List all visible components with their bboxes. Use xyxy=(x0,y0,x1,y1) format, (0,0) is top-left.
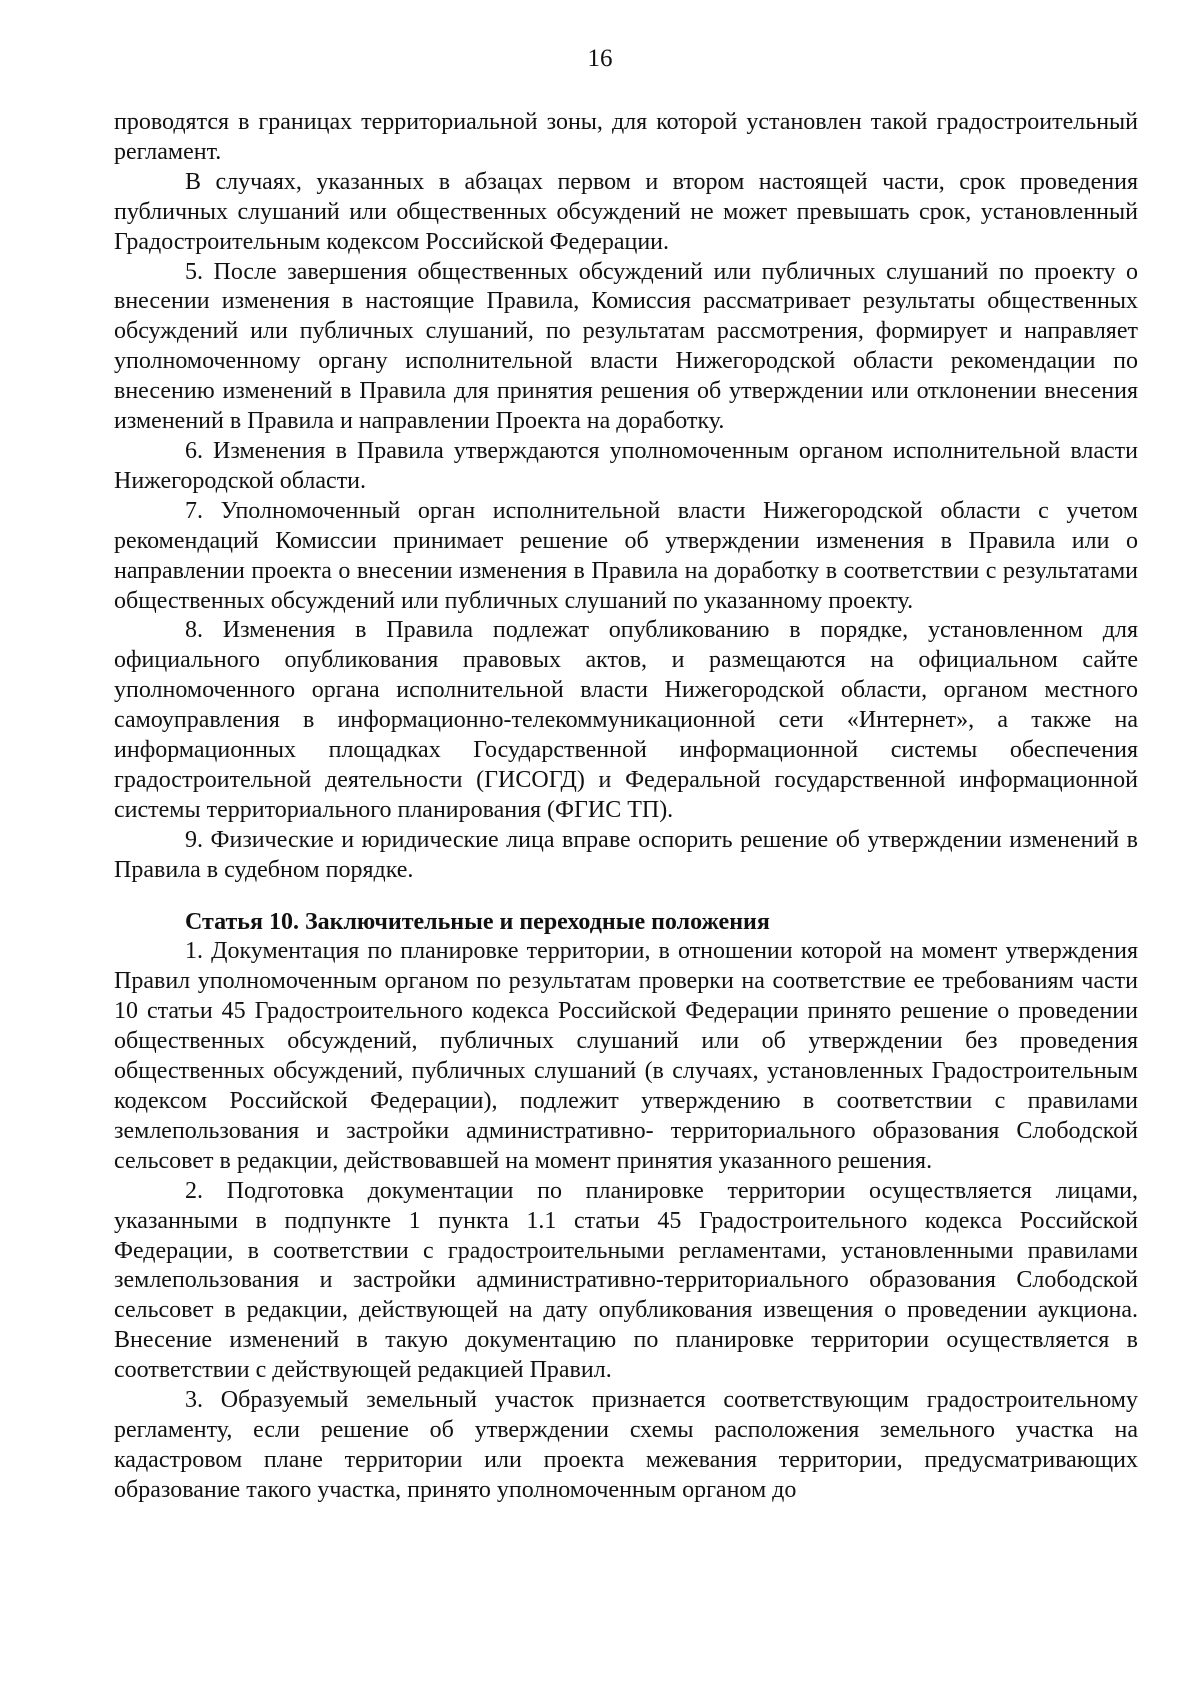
paragraph-item-7: 7. Уполномоченный орган исполнительной власти Нижегородской области с учетом рекомендаций Комиссии принимает решение об утверждении изменения в Правила или о направлении проекта о внесении изменения в Правила на доработку в соответствии с результатами общественных обсуждений или публичных слушаний по указанному проекту. xyxy=(114,497,1138,614)
page-number: 16 xyxy=(587,45,613,72)
paragraph-hearings-term: В случаях, указанных в абзацах первом и втором настоящей части, срок проведения публичных слушаний или общественных обсуждений не может превышать срок, установленный Градостроительным кодексом Российской Федерации. xyxy=(114,168,1138,255)
paragraph-article10-item-1: 1. Документация по планировке территории, в отношении которой на момент утверждения Правил уполномоченным органом по результатам проверки на соответствие ее требованиям части 10 статьи 45 Градостроительного кодекса Российской Федерации принято решение о проведении общественных обсуждений, публичных слушаний или об утверждении без проведения общественных обсуждений, публичных слушаний (в случаях, установленных Градостроительным кодексом Российской Федерации), подлежит утверждению в соответствии с правилами землепользования и застройки административно- территориального образования Слободской сельсовет в редакции, действовавшей на момент принятия указанного решения. xyxy=(114,938,1138,1174)
paragraph-item-6: 6. Изменения в Правила утверждаются уполномоченным органом исполнительной власти Нижегородской области. xyxy=(114,437,1138,494)
paragraph-item-9: 9. Физические и юридические лица вправе оспорить решение об утверждении изменений в Правила в судебном порядке. xyxy=(114,826,1138,883)
article-heading: Статья 10. Заключительные и переходные положения xyxy=(185,908,770,935)
paragraph-continuation: проводятся в границах территориальной зоны, для которой установлен такой градостроительный регламент. xyxy=(114,109,1138,165)
paragraph-item-8: 8. Изменения в Правила подлежат опубликованию в порядке, установленном для официального опубликования правовых актов, и размещаются на официальном сайте уполномоченного органа исполнительной власти Нижегородской области, органом местного самоуправления в информационно-телекоммуникационной сети «Интернет», а также на информационных площадках Государственной информационной системы обеспечения градостроительной деятельности (ГИСОГД) и Федеральной государственной информационной системы территориального планирования (ФГИС ТП). xyxy=(114,617,1138,823)
document-body xyxy=(114,108,1138,1506)
paragraph-item-5: 5. После завершения общественных обсуждений или публичных слушаний по проекту о внесении изменения в настоящие Правила, Комиссия рассматривает результаты общественных обсуждений или публичных слушаний, по результатам рассмотрения, формирует и направляет уполномоченному органу исполнительной власти Нижегородской области рекомендации по внесению изменений в Правила для принятия решения об утверждении или отклонении внесения изменений в Правила и направлении Проекта на доработку. xyxy=(114,258,1138,435)
paragraph-article10-item-3: 3. Образуемый земельный участок признается соответствующим градостроительному регламенту, если решение об утверждении схемы расположения земельного участка на кадастровом плане территории или проекта межевания территории, предусматривающих образование такого участка, принято уполномоченным органом до xyxy=(114,1387,1138,1503)
paragraph-article10-item-2: 2. Подготовка документации по планировке территории осуществляется лицами, указанными в подпункте 1 пункта 1.1 статьи 45 Градостроительного кодекса Российской Федерации, в соответствии с градостроительными регламентами, установленными правилами землепользования и застройки административно-территориального образования Слободской сельсовет в редакции, действующей на дату опубликования извещения о проведении аукциона. Внесение изменений в такую документацию по планировке территории осуществляется в соответствии с действующей редакцией Правил. xyxy=(114,1177,1138,1384)
